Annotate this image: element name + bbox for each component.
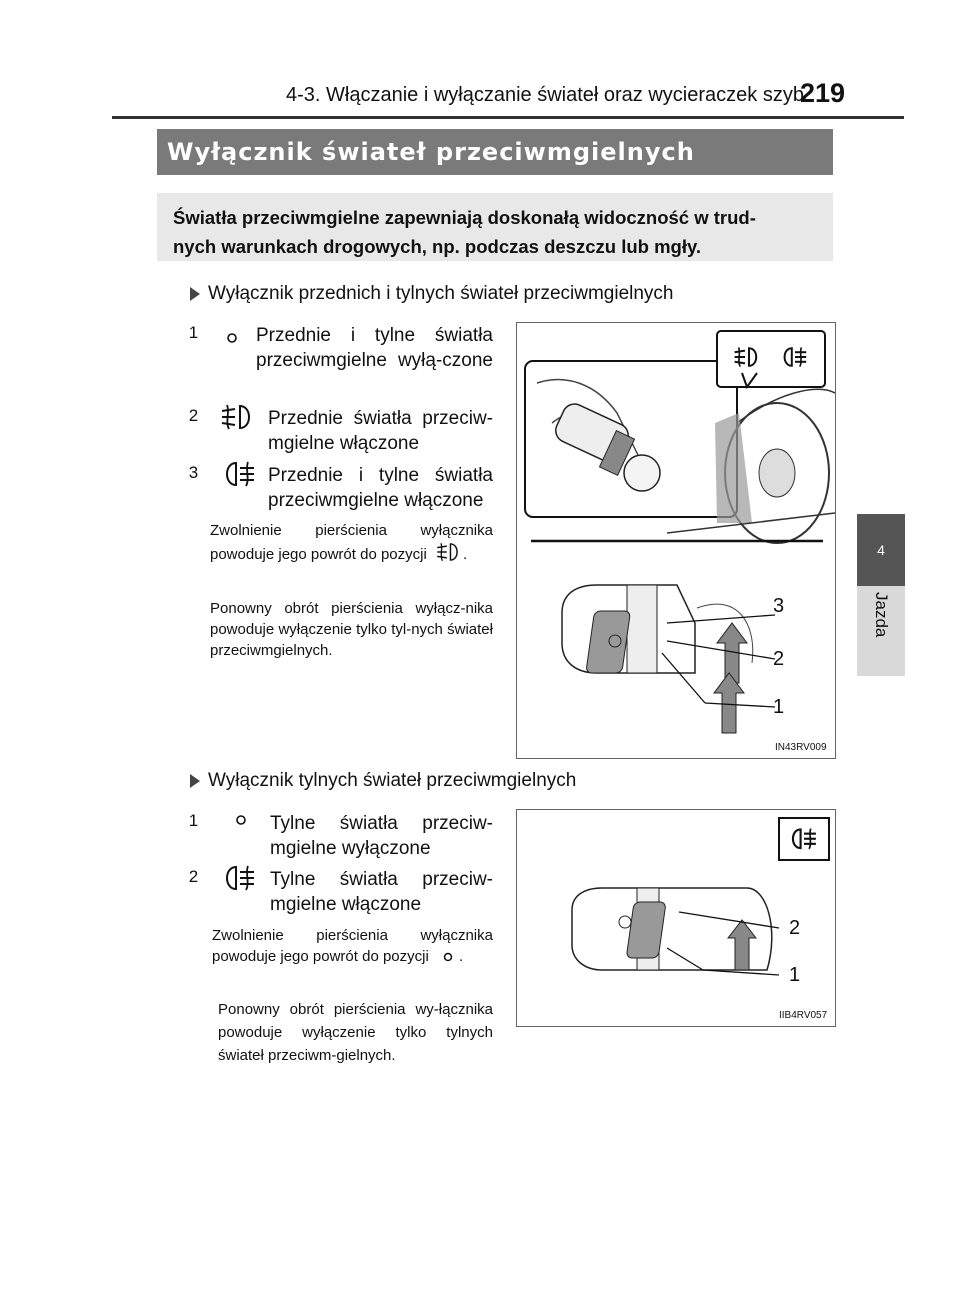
figure-lever-rear (516, 809, 836, 1027)
note-paragraph: Zwolnienie pierścienia wyłącznika powoduje jego powrót do pozycji . (212, 925, 493, 968)
intro-line-2: nych warunkach drogowych, np. podczas deszczu lub mgły. (173, 236, 702, 257)
intro-box (157, 193, 833, 261)
section1-heading-text: Wyłącznik przednich i tylnych świateł przeciwmgielnych (208, 283, 674, 304)
item-text: Tylne światła przeciw-mgielne wyłączone (270, 813, 493, 859)
item-text: Przednie światła przeciw-mgielne włączone (268, 408, 493, 454)
item-number: 2 (188, 867, 199, 886)
figure-lever-front-rear (516, 322, 836, 759)
item-number: 1 (188, 323, 199, 342)
note-paragraph: Ponowny obrót pierścienia wy-łącznika powoduje wyłączenie tylko tylnych świateł przeciwm-gielnych. (218, 1001, 493, 1064)
chapter-label: Jazda (872, 592, 891, 638)
page-title-text: Wyłącznik świateł przeciwmgielnych (167, 138, 695, 166)
rear-fog-icon (220, 863, 260, 898)
callout-1: 1 (789, 964, 801, 986)
callout-3: 3 (773, 595, 785, 617)
lever-illustration (517, 323, 835, 758)
callout-2: 2 (773, 648, 785, 670)
intro-line-1: Światła przeciwmgielne zapewniają doskonałą widoczność w trud- (173, 207, 756, 228)
item-number: 2 (188, 406, 199, 425)
figure-code: IN43RV009 (775, 742, 827, 753)
off-circle-icon (226, 331, 238, 349)
rear-fog-icon (220, 459, 260, 494)
section-title: 4-3. Włączanie i wyłączanie świateł oraz wycieraczek szyb (286, 84, 804, 106)
note-paragraph: Ponowny obrót pierścienia wyłącz-nika powoduje wyłączenie tylko tyl-nych świateł przeciwmgielnych. (210, 600, 493, 659)
callout-2: 2 (789, 917, 801, 939)
front-fog-icon (435, 541, 463, 569)
header-rule (112, 116, 904, 119)
figure-code: IIB4RV057 (779, 1010, 828, 1021)
page-title (157, 129, 833, 175)
off-circle-icon (235, 813, 247, 831)
item-text: Przednie i tylne światła przeciwmgielne włączone (268, 465, 493, 511)
off-circle-icon (443, 947, 453, 968)
lever-illustration (517, 810, 835, 1026)
callout-1: 1 (773, 696, 785, 718)
chapter-number-tab[interactable] (857, 514, 905, 586)
chapter-label-tab (857, 586, 905, 676)
note-paragraph: Zwolnienie pierścienia wyłącznika powoduje jego powrót do pozycji . (210, 520, 493, 569)
item-number: 3 (188, 463, 199, 482)
section2-heading (190, 770, 576, 792)
front-fog-icon (220, 402, 256, 437)
item-text: Tylne światła przeciw-mgielne włączone (270, 869, 493, 915)
section2-heading-text: Wyłącznik tylnych świateł przeciwmgielnych (208, 770, 577, 791)
section1-heading (190, 283, 674, 305)
bullet-triangle-icon (190, 287, 200, 301)
bullet-triangle-icon (190, 774, 200, 788)
page-number: 219 (800, 78, 846, 108)
chapter-number: 4 (877, 542, 885, 558)
item-text: Przednie i tylne światła przeciwmgielne wyłą-czone (256, 325, 493, 371)
item-number: 1 (188, 811, 199, 830)
